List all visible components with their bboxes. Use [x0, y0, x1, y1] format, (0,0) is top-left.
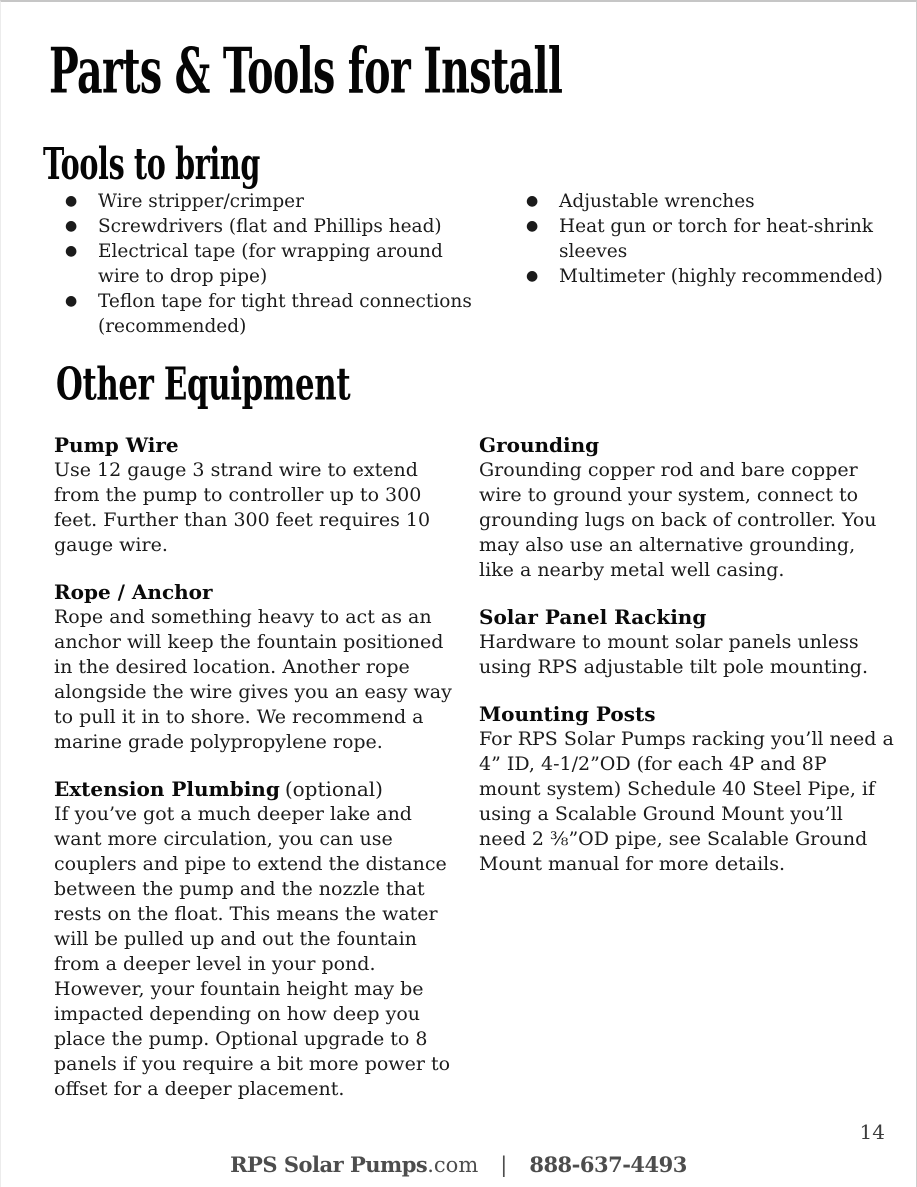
section-body: Hardware to mount solar panels unless using RPS adjustable tilt pole mounting.	[479, 631, 869, 678]
section-title	[54, 580, 461, 605]
section-title	[479, 605, 894, 630]
tools-to-bring-heading: Tools to bring	[43, 137, 260, 190]
list-item	[65, 189, 485, 214]
section-title-text: Solar Panel Racking	[479, 605, 707, 629]
section-title-text: Mounting Posts	[479, 702, 656, 726]
equipment-section-pump-wire	[54, 433, 461, 558]
footer-brand: RPS Solar Pumps	[230, 1152, 428, 1177]
bullet-icon: ●	[526, 193, 539, 209]
list-item-label: Electrical tape (for wrapping around wire to drop pipe)	[98, 241, 443, 287]
list-item-label: Teflon tape for tight thread connections (recommended)	[98, 291, 472, 337]
bullet-icon: ●	[65, 193, 78, 209]
section-title-suffix: (optional)	[284, 777, 383, 801]
bullet-icon: ●	[526, 268, 539, 284]
footer-brand-suffix: .com	[427, 1153, 479, 1177]
list-item	[65, 289, 485, 339]
section-body: Rope and something heavy to act as an anchor will keep the fountain positioned in the desired location. Another rope alongside the wire gives you an easy way to pull it in to shore. We recommend a marine grade polypropylene rope.	[54, 606, 452, 753]
list-item-label: Wire stripper/crimper	[98, 191, 304, 212]
section-title	[479, 433, 894, 458]
section-body: Grounding copper rod and bare copper wire to ground your system, connect to grounding lugs on back of controller. You may also use an alternative grounding, like a nearby metal well casing.	[479, 459, 877, 581]
section-title-text: Rope / Anchor	[54, 580, 213, 604]
page-number: 14	[859, 1120, 885, 1144]
list-item-label: Heat gun or torch for heat-shrink sleeves	[559, 216, 873, 262]
list-item	[526, 264, 896, 289]
section-body: If you’ve got a much deeper lake and want more circulation, you can use couplers and pipe to extend the distance between the pump and the nozzle that rests on the float. This means the water will be pulled up and out the fountain from a deeper level in your pond. However, your fountain height may be impacted depending on how deep you place the pump. Optional upgrade to 8 panels if you require a bit more power to offset for a deeper placement.	[54, 803, 451, 1100]
section-title	[479, 702, 894, 727]
tools-list-right	[526, 189, 896, 339]
footer-phone: 888-637-4493	[529, 1152, 687, 1177]
bullet-icon: ●	[526, 218, 539, 234]
bullet-icon: ●	[65, 293, 78, 309]
section-title	[54, 777, 461, 802]
footer	[1, 1152, 916, 1178]
equipment-section-solar-panel-racking	[479, 605, 894, 680]
bullet-icon: ●	[65, 218, 78, 234]
equipment-section-extension-plumbing	[54, 777, 461, 1102]
footer-separator: |	[500, 1153, 508, 1177]
list-item	[65, 214, 485, 239]
other-equipment-heading: Other Equipment	[56, 358, 351, 411]
equipment-column-right	[479, 433, 894, 1124]
section-title-text: Extension Plumbing	[54, 777, 280, 801]
equipment-section-grounding	[479, 433, 894, 583]
list-item-label: Multimeter (highly recommended)	[559, 266, 883, 287]
list-item	[65, 239, 485, 289]
equipment-columns	[1, 433, 916, 1124]
section-body: Use 12 gauge 3 strand wire to extend from the pump to controller up to 300 feet. Further than 300 feet requires 10 gauge wire.	[54, 459, 431, 556]
list-item-label: Adjustable wrenches	[559, 191, 755, 212]
section-body: For RPS Solar Pumps racking you’ll need a 4” ID, 4-1/2”OD (for each 4P and 8P mount system) Schedule 40 Steel Pipe, if using a Scalable Ground Mount you’ll need 2 ⅜”OD pipe, see Scalable Ground Mount manual for more details.	[479, 728, 894, 875]
section-title-text: Grounding	[479, 433, 600, 457]
section-title	[54, 433, 461, 458]
equipment-column-left	[54, 433, 461, 1124]
tools-list-row	[1, 189, 916, 339]
bullet-icon: ●	[65, 243, 78, 259]
tools-list-left	[65, 189, 485, 339]
list-item-label: Screwdrivers (flat and Phillips head)	[98, 216, 442, 237]
equipment-section-mounting-posts	[479, 702, 894, 877]
equipment-section-rope-anchor	[54, 580, 461, 755]
list-item	[526, 189, 896, 214]
list-item	[526, 214, 896, 264]
section-title-text: Pump Wire	[54, 433, 179, 457]
page-title: Parts & Tools for Install	[49, 34, 563, 109]
